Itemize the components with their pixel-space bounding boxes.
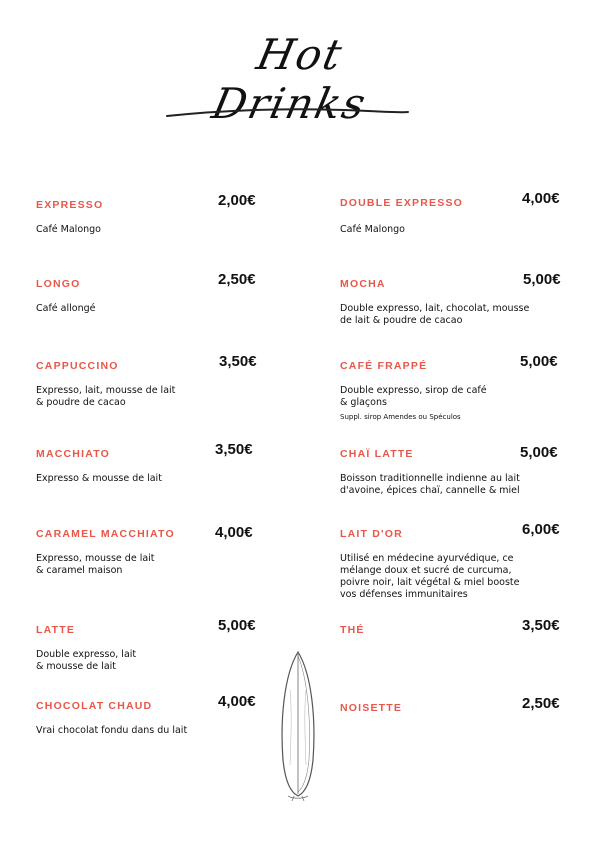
title-underline <box>165 104 410 124</box>
item-price: 2,50€ <box>522 695 560 712</box>
item-name: CAPPUCCINO <box>36 360 119 372</box>
item-name: CHOCOLAT CHAUD <box>36 700 153 712</box>
item-price: 5,00€ <box>520 353 558 370</box>
item-description: Double expresso, lait & mousse de lait <box>36 649 137 672</box>
item-name: LONGO <box>36 278 81 290</box>
item-name: EXPRESSO <box>36 199 104 211</box>
item-price: 4,00€ <box>215 524 253 541</box>
item-price: 3,50€ <box>215 441 253 458</box>
item-price: 3,50€ <box>219 353 257 370</box>
item-description: Café Malongo <box>340 224 405 235</box>
item-price: 4,00€ <box>218 693 256 710</box>
menu-title <box>180 30 410 128</box>
item-price: 2,00€ <box>218 192 256 209</box>
menu-title-text: Hot Drinks <box>207 30 372 128</box>
item-name: CAFÉ FRAPPÉ <box>340 360 428 372</box>
item-name: MOCHA <box>340 278 386 290</box>
item-price: 5,00€ <box>218 617 256 634</box>
item-price: 3,50€ <box>522 617 560 634</box>
item-name: MACCHIATO <box>36 448 110 460</box>
item-name: LATTE <box>36 624 76 636</box>
item-price: 5,00€ <box>523 271 561 288</box>
item-description: Expresso, mousse de lait & caramel maison <box>36 553 155 576</box>
item-description: Double expresso, lait, chocolat, mousse de lait & poudre de cacao <box>340 303 530 326</box>
item-price: 2,50€ <box>218 271 256 288</box>
item-description: Expresso, lait, mousse de lait & poudre de cacao <box>36 385 176 408</box>
item-price: 6,00€ <box>522 521 560 538</box>
item-description: Vrai chocolat fondu dans du lait <box>36 725 188 736</box>
item-description: Café allongé <box>36 303 96 314</box>
item-name: THÉ <box>340 624 365 636</box>
item-description: Utilisé en médecine ayurvédique, ce mélange doux et sucré de curcuma, poivre noir, lait végétal & miel booste vos défenses immunitaires <box>340 553 520 600</box>
item-price: 5,00€ <box>520 444 558 461</box>
surfboard-icon <box>268 650 328 802</box>
item-name: CARAMEL MACCHIATO <box>36 528 175 540</box>
item-description: Expresso & mousse de lait <box>36 473 162 484</box>
item-description: Café Malongo <box>36 224 101 235</box>
item-description <box>340 385 560 422</box>
item-description: Boisson traditionnelle indienne au lait d'avoine, épices chaï, cannelle & miel <box>340 473 520 496</box>
item-name: DOUBLE EXPRESSO <box>340 197 464 209</box>
item-description-text: Double expresso, sirop de café & glaçons <box>340 385 487 408</box>
item-name: LAIT D'OR <box>340 528 403 540</box>
item-note: Suppl. sirop Amendes ou Spéculos <box>340 413 461 421</box>
item-price: 4,00€ <box>522 190 560 207</box>
item-name: CHAÏ LATTE <box>340 448 414 460</box>
item-name: NOISETTE <box>340 702 403 714</box>
